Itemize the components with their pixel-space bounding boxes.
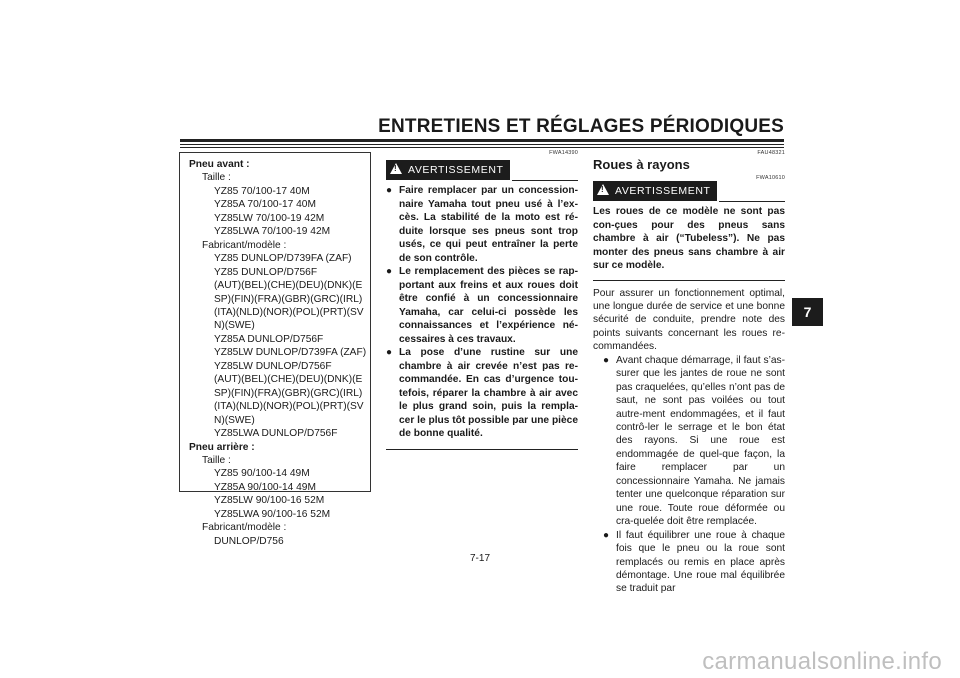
list-item (386, 184, 578, 265)
front-maker-label: Fabricant/modèle : (202, 239, 287, 251)
warning-header (593, 181, 785, 203)
warning-text: Les roues de ce modèle ne sont pas con-çues pour des pneus sans chambre à air (“Tubeless”). Ne pas monter des pneus sans chambre à air sur ce modèle. (593, 206, 785, 271)
header-rule-thick (180, 139, 784, 142)
bullet-icon: ● (386, 266, 393, 277)
front-maker-line: YZ85 DUNLOP/D739FA (ZAF) (214, 253, 352, 265)
list-item (386, 346, 578, 441)
rear-maker-line: DUNLOP/D756 (214, 535, 284, 547)
warning-label-text: AVERTISSEMENT (615, 185, 711, 197)
rear-maker-label: Fabricant/modèle : (202, 522, 287, 534)
warning-label (593, 181, 717, 201)
front-maker-line: SP)(FIN)(FRA)(GBR)(GRC)(IRL) (214, 387, 363, 399)
warning-bullet-text: Faire remplacer par un concession-naire Yamaha tout pneu usé à l’ex-cès. La stabilité de la moto est ré-duite lorsque ses pneus sont trop usés, ce qui peut entraîner la perte de son contrôle. (399, 185, 578, 264)
front-size-line: YZ85 70/100-17 40M (214, 185, 310, 197)
bullet-icon: ● (386, 347, 393, 358)
list-item (603, 354, 785, 529)
rear-size-line: YZ85 90/100-14 49M (214, 468, 310, 480)
wheel-bullet-text: Avant chaque démarrage, il faut s’as-surer que les jantes de roue ne sont pas craquelées, qu’elles n’ont pas de saut, ne sont pas voilées ou tout autre-ment endommagées, et il faut contrô-ler le serrage et le bon état des rayons. Si une roue est endommagée de quel-que façon, la faire remplacer par un concessionnaire Yamaha. Ne jamais tenter une quelconque réparation sur une roue. Toute roue déformée ou cra-quelée doit être remplacée. (616, 354, 785, 528)
bullet-icon: ● (603, 354, 610, 366)
front-maker-line: SP)(FIN)(FRA)(GBR)(GRC)(IRL) (214, 293, 363, 305)
warning-end-rule (593, 280, 785, 281)
front-maker-line: YZ85LW DUNLOP/D739FA (ZAF) (214, 347, 367, 359)
header-rule-thin-2 (180, 147, 784, 148)
warning-bullet-list (386, 184, 578, 441)
intro-paragraph: Pour assurer un fonctionnement optimal, une longue durée de service et une bonne sécurité de conduite, prendre note des points suivants concernant les roues re-commandées. (593, 287, 785, 353)
page-number: 7-17 (469, 553, 490, 564)
watermark: carmanualsonline.info (702, 648, 942, 675)
warning-header-rule (719, 201, 785, 202)
front-size-line: YZ85LWA 70/100-19 42M (214, 226, 331, 238)
warning-triangle-icon (597, 184, 609, 195)
front-maker-line: YZ85LWA DUNLOP/D756F (214, 428, 338, 440)
list-item (386, 265, 578, 346)
front-maker-line: YZ85A DUNLOP/D756F (214, 333, 324, 345)
warning-label (386, 160, 510, 180)
rear-tire-heading: Pneu arrière : (189, 441, 255, 453)
page-title: ENTRETIENS ET RÉGLAGES PÉRIODIQUES (378, 116, 784, 137)
front-maker-line: (AUT)(BEL)(CHE)(DEU)(DNK)(E (214, 374, 363, 386)
section-code: FAU48321 (757, 150, 785, 156)
front-tire-heading: Pneu avant : (189, 159, 250, 170)
warning-end-rule (386, 449, 578, 450)
wheel-bullet-text: Il faut équilibrer une roue à chaque fois que le pneu ou la roue sont remplacés ou remis en place après démontage. Une roue mal équilibrée se traduit par (616, 529, 785, 595)
front-maker-line: (ITA)(NLD)(NOR)(POL)(PRT)(SV (214, 401, 364, 413)
tire-spec-box (179, 152, 371, 547)
warning-bullet-text: Le remplacement des pièces se rap-portant aux freins et aux roues doit être confié à un concessionnaire Yamaha, car celui-ci possède les connaissances et l’expérience né-cessaires à ces travaux. (399, 266, 578, 345)
rear-size-line: YZ85LW 90/100-16 52M (214, 495, 325, 507)
front-size-label: Taille : (202, 172, 231, 184)
bullet-icon: ● (603, 529, 610, 541)
front-maker-line: YZ85LW DUNLOP/D756F (214, 360, 332, 372)
front-maker-line: (ITA)(NLD)(NOR)(POL)(PRT)(SV (214, 306, 364, 318)
front-maker-line: N)(SWE) (214, 320, 255, 332)
warning-label-text: AVERTISSEMENT (408, 164, 504, 176)
front-size-line: YZ85A 70/100-17 40M (214, 199, 316, 211)
rear-size-line: YZ85LWA 90/100-16 52M (214, 508, 331, 520)
front-maker-line: (AUT)(BEL)(CHE)(DEU)(DNK)(E (214, 280, 363, 292)
spoke-wheels-column (593, 150, 785, 596)
tire-warning-column (386, 150, 578, 450)
rear-size-label: Taille : (202, 454, 231, 466)
bullet-icon: ● (386, 185, 393, 196)
section-title: Roues à rayons (593, 157, 690, 172)
header-rule-thin-1 (180, 144, 784, 145)
warning-code: FWA10610 (756, 175, 785, 181)
front-size-line: YZ85LW 70/100-19 42M (214, 212, 325, 224)
warning-triangle-icon (390, 163, 402, 174)
front-maker-line: N)(SWE) (214, 414, 255, 426)
warning-header-rule (512, 180, 578, 181)
warning-header (386, 160, 578, 182)
chapter-tab: 7 (792, 298, 823, 326)
front-maker-line: YZ85 DUNLOP/D756F (214, 266, 318, 278)
warning-bullet-text: La pose d’une rustine sur une chambre à air crevée n’est pas re-commandée. En cas d’urgence tou-tefois, réparer la chambre à air avec le plus grand soin, puis la rempla-cer le plus tôt possible par une pièce de bonne qualité. (399, 347, 578, 439)
rear-size-line: YZ85A 90/100-14 49M (214, 481, 316, 493)
warning-code: FWA14390 (549, 150, 578, 156)
